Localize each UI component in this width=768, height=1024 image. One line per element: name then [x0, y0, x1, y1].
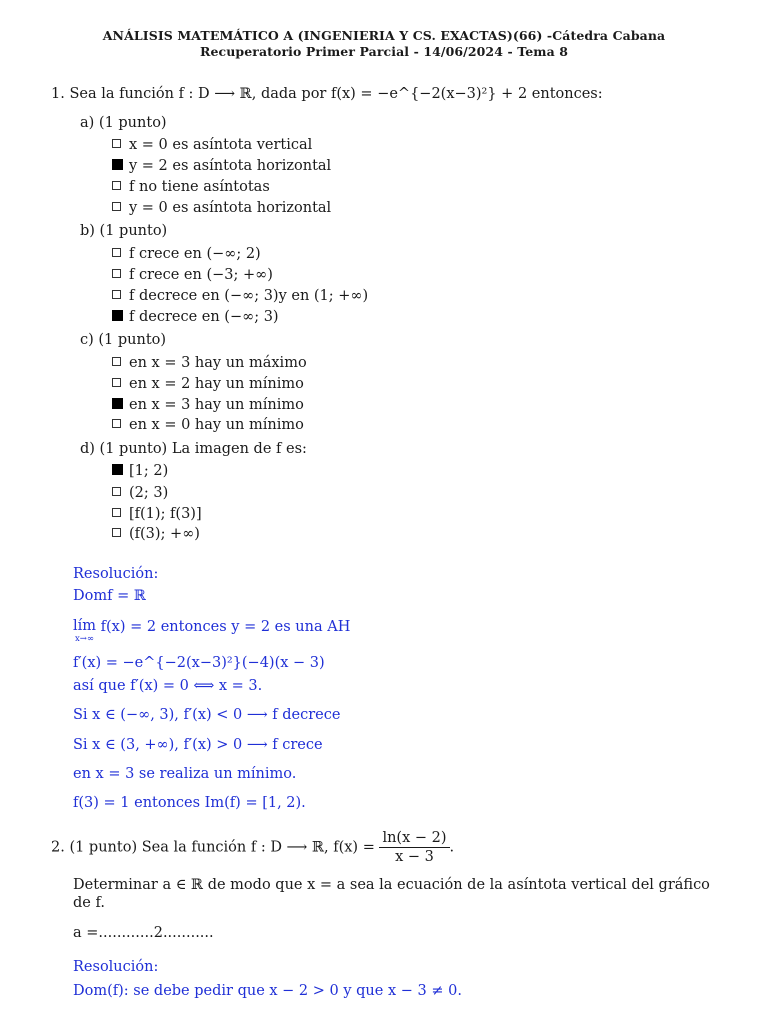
- q1a-label: a) (1 punto): [80, 115, 167, 131]
- q2-fraction: $\frac{\ln(x - 2)}{x - 3}$: [379, 830, 449, 865]
- checked-box-icon: [112, 159, 123, 170]
- q1d-option-1[interactable]: [1; 2): [112, 463, 168, 479]
- q2-answer: a =............2...........: [73, 925, 214, 941]
- checked-box-icon: [112, 398, 123, 409]
- checkbox-icon: [112, 290, 121, 299]
- q1c-option-3[interactable]: en x = 3 hay un mínimo: [112, 397, 304, 413]
- q1-resolution-minimum: en x = 3 se realiza un mínimo.: [73, 766, 297, 782]
- q1-resolution-domain: Domf = ℝ: [73, 588, 146, 604]
- checkbox-icon: [112, 487, 121, 496]
- checkbox-icon: [112, 139, 121, 148]
- q1-resolution-title: Resolución:: [73, 566, 159, 582]
- checkbox-icon: [112, 419, 121, 428]
- checkbox-icon: [112, 181, 121, 190]
- q1b-option-2[interactable]: f crece en (−3; +∞): [112, 267, 273, 283]
- q1b-option-1[interactable]: f crece en (−∞; 2): [112, 246, 261, 262]
- q2-stem: 2. (1 punto) Sea la función f : D ⟶ ℝ, f(x) = $\frac{\ln(x - 2)}{x - 3}$ .: [51, 830, 455, 865]
- q1a-option-1[interactable]: x = 0 es asíntota vertical: [112, 137, 312, 153]
- q1d-option-2[interactable]: (2; 3): [112, 485, 168, 501]
- checkbox-icon: [112, 528, 121, 537]
- q1c-option-2[interactable]: en x = 2 hay un mínimo: [112, 376, 304, 392]
- checkbox-icon: [112, 508, 121, 517]
- q2-resolution-title: Resolución:: [73, 959, 159, 975]
- exam-subtitle: Recuperatorio Primer Parcial - 14/06/2024 - Tema 8: [199, 44, 569, 59]
- q1d-option-3[interactable]: [f(1); f(3)]: [112, 506, 202, 522]
- q2-task-line-1: Determinar a ∈ ℝ de modo que x = a sea la ecuación de la asíntota vertical del gráfico: [73, 877, 710, 893]
- exam-title: ANÁLISIS MATEMÁTICO A (INGENIERIA Y CS. EXACTAS)(66) -Cátedra Cabana: [102, 28, 666, 43]
- q1-resolution-image: f(3) = 1 entonces Im(f) = [1, 2).: [73, 795, 306, 811]
- q1b-label: b) (1 punto): [80, 223, 168, 239]
- q1-resolution-derivative: f′(x) = −e^{−2(x−3)²}(−4)(x − 3): [73, 655, 325, 671]
- q1-stem: 1. Sea la función f : D ⟶ ℝ, dada por f(x) = −e^{−2(x−3)²} + 2 entonces:: [51, 86, 603, 102]
- checkbox-icon: [112, 202, 121, 211]
- q1c-option-1[interactable]: en x = 3 hay un máximo: [112, 355, 307, 371]
- checkbox-icon: [112, 378, 121, 387]
- q2-resolution-line: Dom(f): se debe pedir que x − 2 > 0 y que x − 3 ≠ 0.: [73, 983, 462, 999]
- q1b-option-4[interactable]: f decrece en (−∞; 3): [112, 309, 279, 325]
- q1d-option-4[interactable]: (f(3); +∞): [112, 526, 200, 542]
- q1-resolution-limit: lím x→∞ f(x) = 2 entonces y = 2 es una AH: [73, 618, 351, 644]
- q1c-option-4[interactable]: en x = 0 hay un mínimo: [112, 417, 304, 433]
- q1-resolution-decrease: Si x ∈ (−∞, 3), f′(x) < 0 ⟶ f decrece: [73, 707, 341, 723]
- q1a-option-2[interactable]: y = 2 es asíntota horizontal: [112, 158, 331, 174]
- q1a-option-3[interactable]: f no tiene asíntotas: [112, 179, 270, 195]
- q1c-label: c) (1 punto): [80, 332, 167, 348]
- q2-task-line-2: de f.: [73, 895, 105, 911]
- checked-box-icon: [112, 310, 123, 321]
- checkbox-icon: [112, 248, 121, 257]
- checkbox-icon: [112, 357, 121, 366]
- q1-resolution-increase: Si x ∈ (3, +∞), f′(x) > 0 ⟶ f crece: [73, 737, 323, 753]
- q1b-option-3[interactable]: f decrece en (−∞; 3)y en (1; +∞): [112, 288, 368, 304]
- checked-box-icon: [112, 464, 123, 475]
- limit-symbol: lím x→∞: [73, 618, 97, 644]
- q1a-option-4[interactable]: y = 0 es asíntota horizontal: [112, 200, 331, 216]
- checkbox-icon: [112, 269, 121, 278]
- q1-resolution-critical: así que f′(x) = 0 ⟺ x = 3.: [73, 678, 263, 694]
- q1d-label: d) (1 punto) La imagen de f es:: [80, 441, 307, 457]
